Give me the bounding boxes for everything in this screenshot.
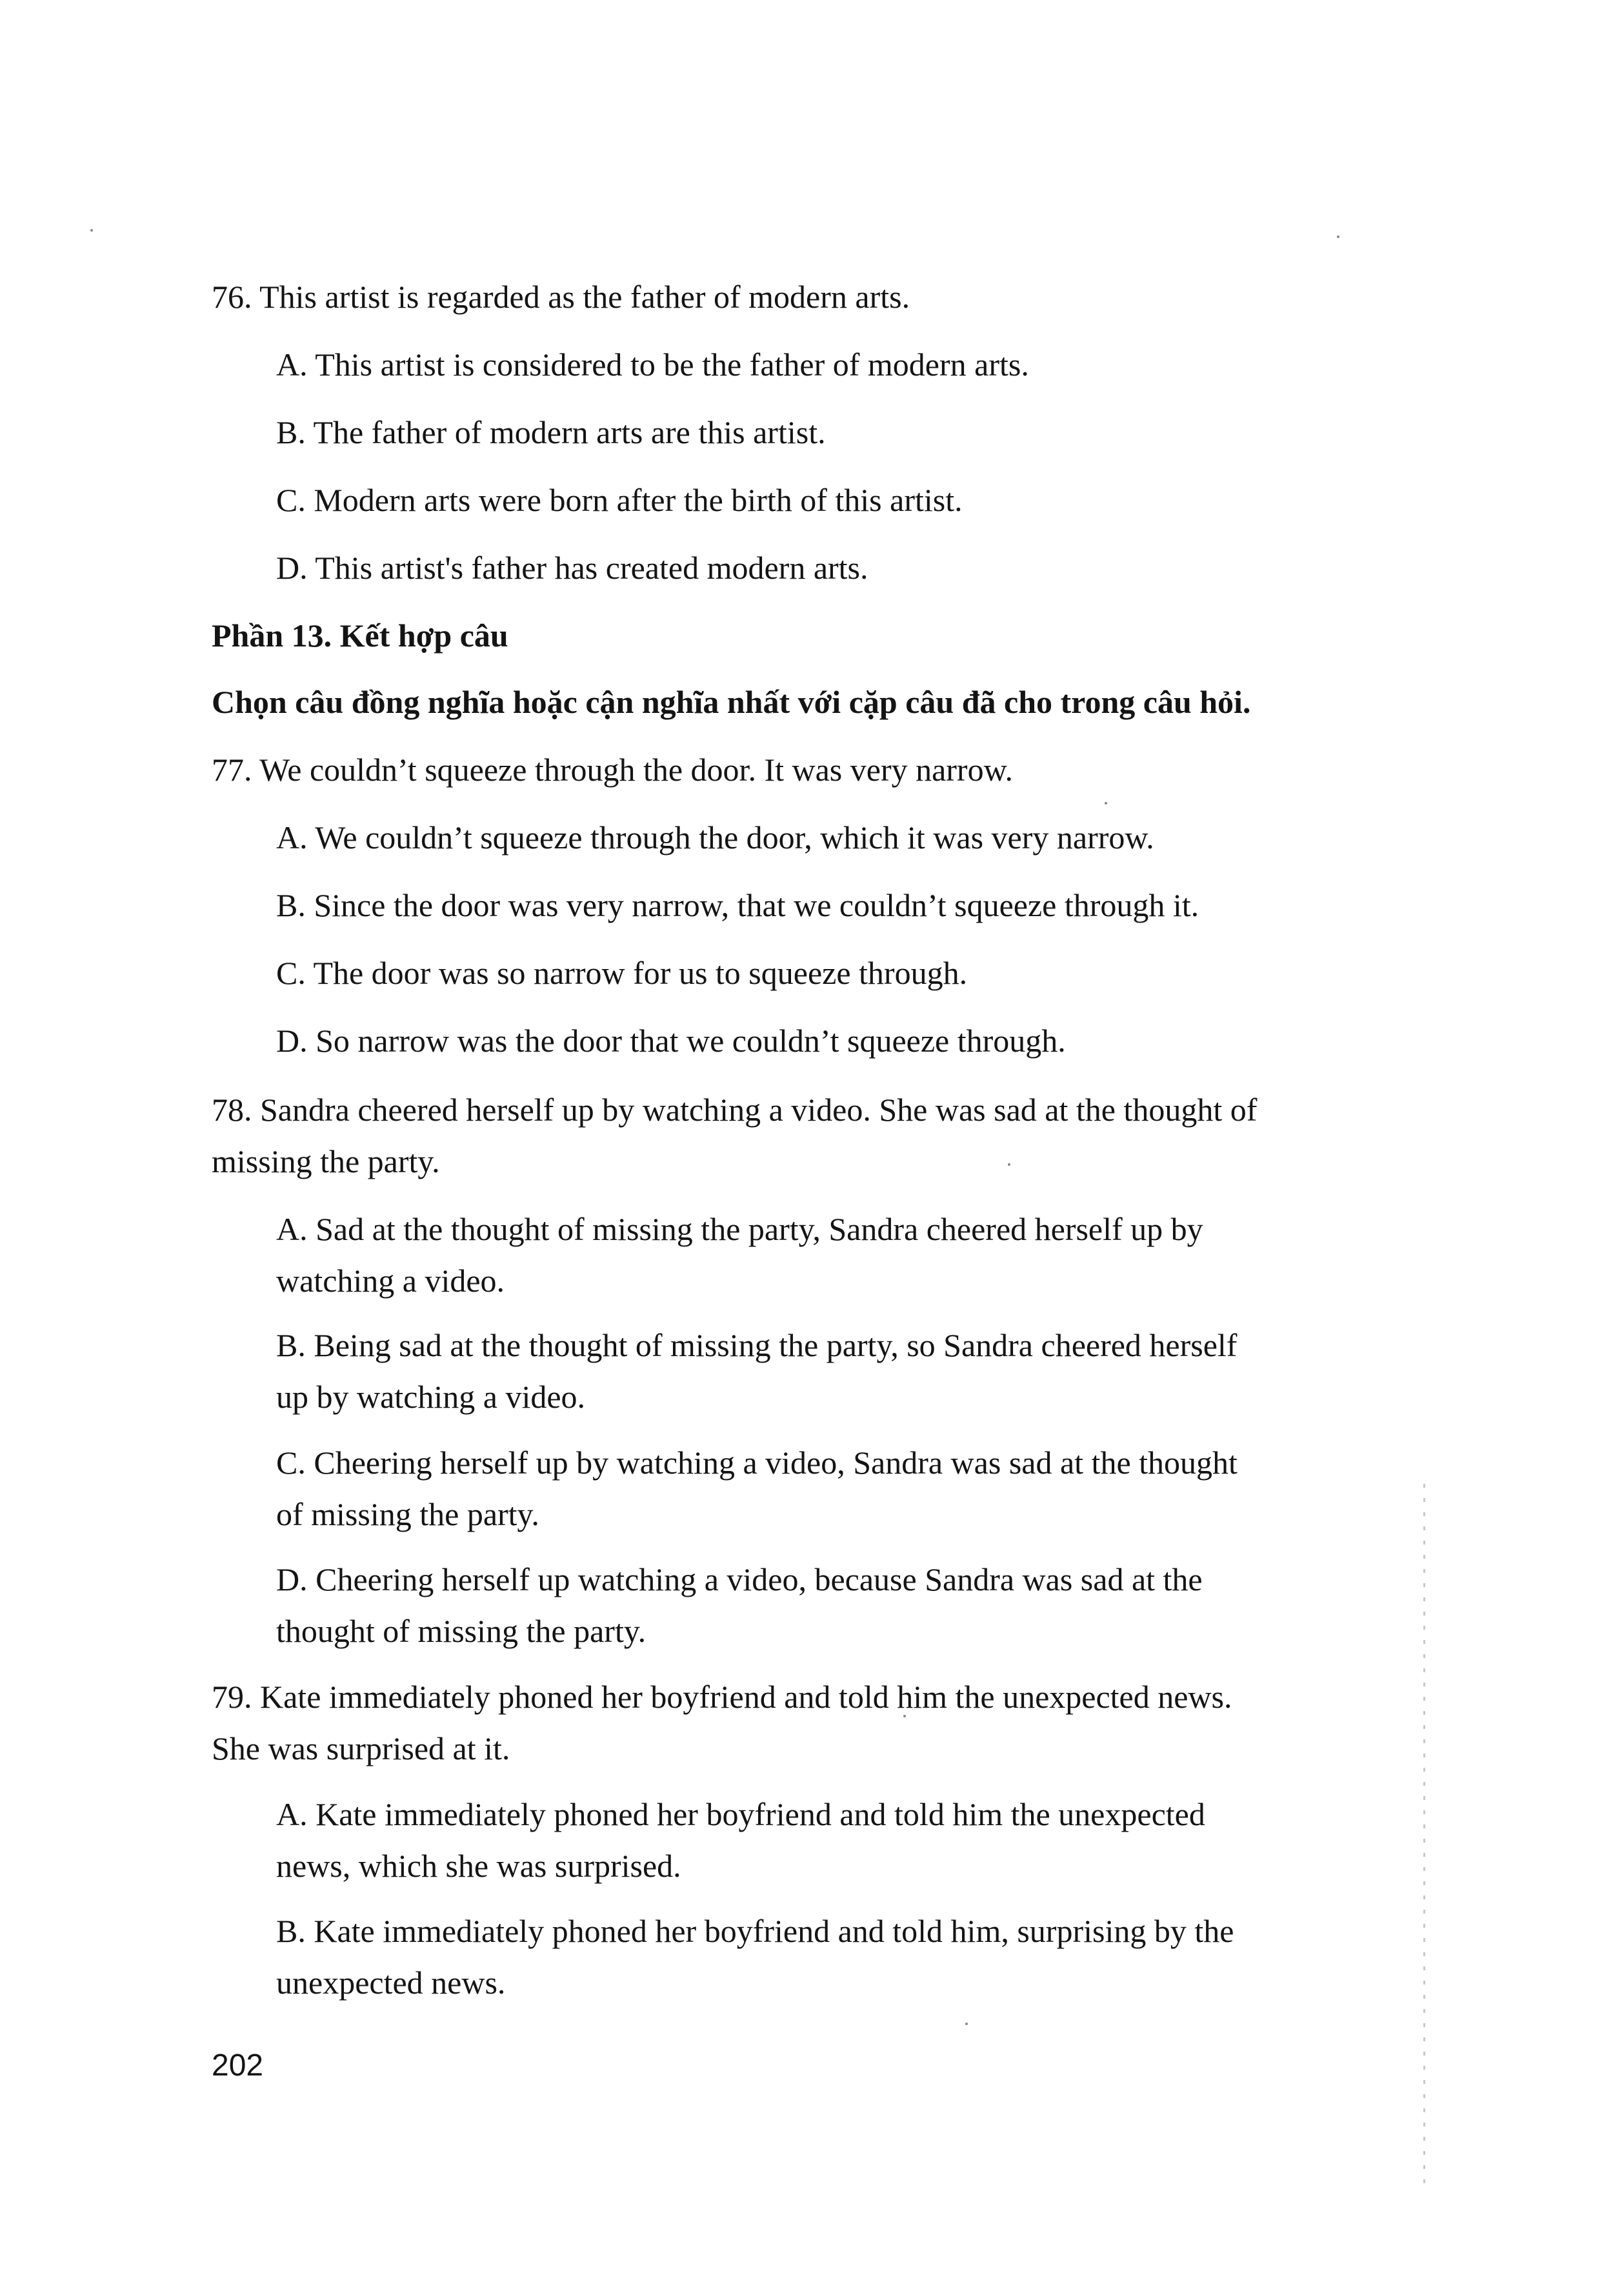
scan-speck — [1105, 802, 1107, 805]
question-78-option-c-line-2: of missing the party. — [276, 1496, 539, 1532]
question-77-option-c: C. The door was so narrow for us to squeeze through. — [276, 955, 968, 991]
question-78-option-a-line-1: A. Sad at the thought of missing the party, Sandra cheered herself up by — [276, 1211, 1203, 1247]
question-78-stem-line-1: 78. Sandra cheered herself up by watching a video. She was sad at the thought of — [212, 1092, 1258, 1128]
question-77-option-b: B. Since the door was very narrow, that we couldn’t squeeze through it. — [276, 887, 1199, 923]
question-78-option-d-line-2: thought of missing the party. — [276, 1613, 647, 1649]
question-79-option-b-line-2: unexpected news. — [276, 1965, 506, 2001]
question-76-option-a: A. This artist is considered to be the father of modern arts. — [276, 346, 1029, 383]
scan-speck — [90, 229, 93, 232]
question-76-option-d: D. This artist's father has created modern arts. — [276, 550, 868, 586]
scan-edge-marks — [1423, 1484, 1425, 2194]
question-78-option-d-line-1: D. Cheering herself up watching a video, because Sandra was sad at the — [276, 1561, 1203, 1597]
question-77-option-d: D. So narrow was the door that we couldn’t squeeze through. — [276, 1023, 1066, 1059]
question-77-stem: 77. We couldn’t squeeze through the door. It was very narrow. — [212, 752, 1013, 788]
question-79-stem-line-2: She was surprised at it. — [212, 1730, 510, 1766]
scan-speck — [1337, 235, 1339, 238]
question-78-option-b-line-1: B. Being sad at the thought of missing the party, so Sandra cheered herself — [276, 1327, 1238, 1363]
question-78-option-c-line-1: C. Cheering herself up by watching a video, Sandra was sad at the thought — [276, 1445, 1238, 1481]
scan-speck — [903, 1715, 906, 1717]
page-number: 202 — [212, 2048, 264, 2083]
question-79-option-a-line-2: news, which she was surprised. — [276, 1848, 681, 1884]
question-77-option-a: A. We couldn’t squeeze through the door, which it was very narrow. — [276, 819, 1154, 855]
question-76-option-b: B. The father of modern arts are this artist. — [276, 414, 826, 450]
scan-speck — [965, 2023, 968, 2025]
question-79-stem-line-1: 79. Kate immediately phoned her boyfriend and told him the unexpected news. — [212, 1679, 1232, 1715]
question-76-stem: 76. This artist is regarded as the father of modern arts. — [212, 279, 910, 315]
question-78-option-b-line-2: up by watching a video. — [276, 1379, 586, 1415]
question-79-option-a-line-1: A. Kate immediately phoned her boyfriend and told him the unexpected — [276, 1796, 1205, 1832]
section-instruction: Chọn câu đồng nghĩa hoặc cận nghĩa nhất với cặp câu đã cho trong câu hỏi. — [212, 684, 1251, 720]
question-79-option-b-line-1: B. Kate immediately phoned her boyfriend and told him, surprising by the — [276, 1913, 1234, 1949]
question-76-option-c: C. Modern arts were born after the birth of this artist. — [276, 482, 963, 518]
scan-speck — [1008, 1163, 1010, 1166]
question-78-stem-line-2: missing the party. — [212, 1143, 440, 1179]
question-78-option-a-line-2: watching a video. — [276, 1263, 505, 1299]
section-title: Phần 13. Kết hợp câu — [212, 617, 508, 654]
